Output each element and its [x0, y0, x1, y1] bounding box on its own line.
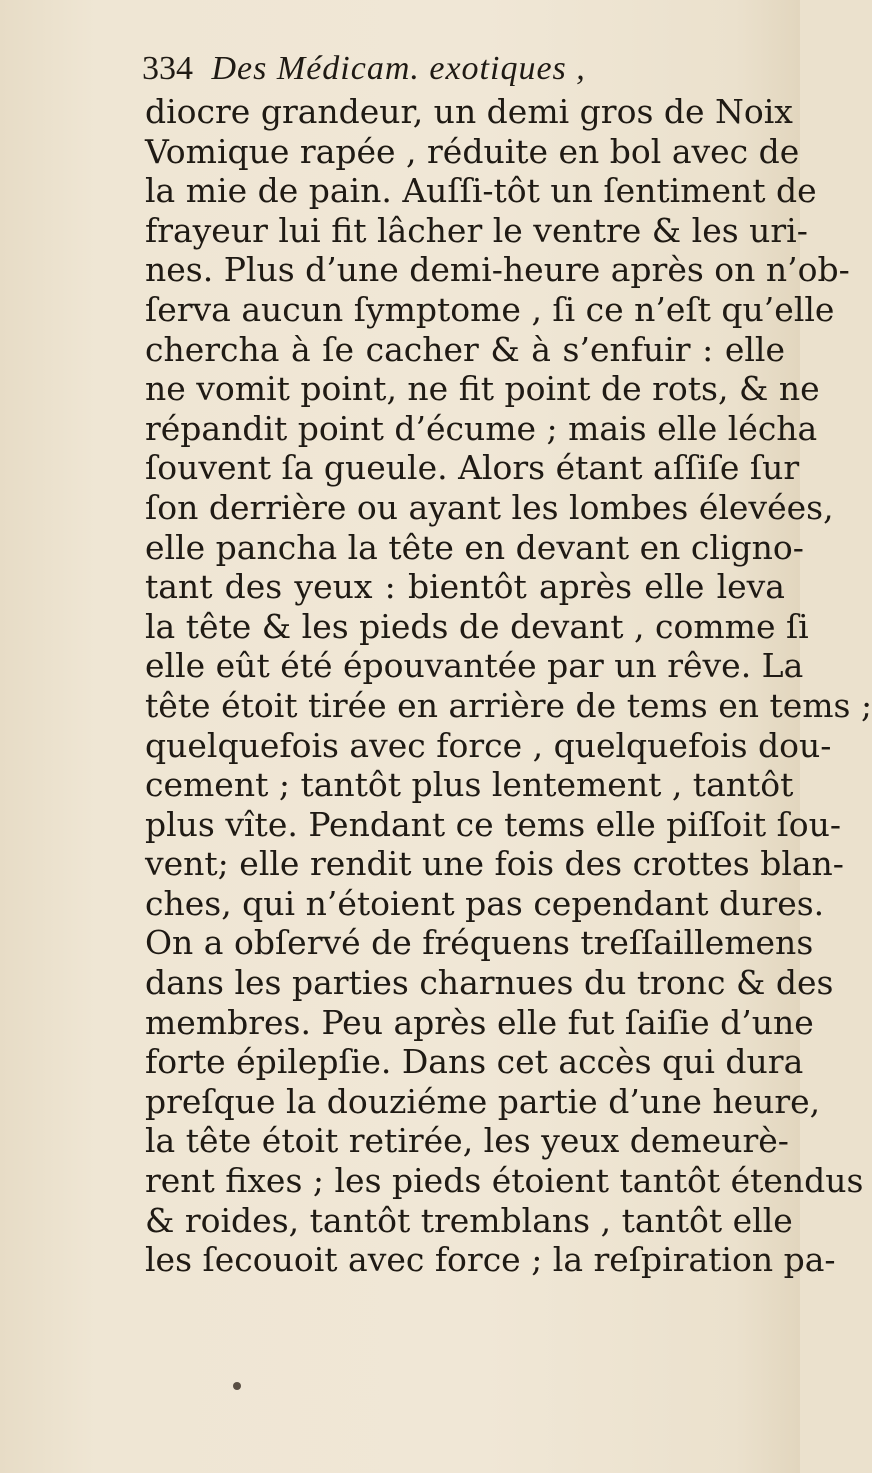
ink-speck: [233, 1382, 241, 1390]
text-line: ſerva aucun ſymptome , ſi ce n’eſt qu’elle: [145, 289, 835, 329]
page-number: 334: [142, 50, 193, 87]
text-line: ne vomit point, ne fit point de rots, & ne: [145, 369, 820, 409]
text-line: la mie de pain. Auſſi-tôt un ſentiment de: [145, 171, 817, 211]
body-text: [145, 92, 872, 1280]
text-line: tête étoit tirée en arrière de tems en tems ;: [145, 685, 872, 725]
text-line: répandit point d’écume ; mais elle lécha: [145, 408, 818, 448]
text-line: vent; elle rendit une fois des crottes blan-: [145, 844, 844, 884]
text-line: rent fixes ; les pieds étoient tantôt étendus: [145, 1161, 864, 1201]
text-line: tant des yeux : bientôt après elle leva: [145, 567, 785, 607]
text-line: la tête étoit retirée, les yeux demeurè-: [145, 1121, 789, 1161]
text-line: plus vîte. Pendant ce tems elle piſſoit ſou-: [145, 804, 842, 844]
text-line: membres. Peu après elle fut ſaiſie d’une: [145, 1002, 814, 1042]
text-line: nes. Plus d’une demi-heure après on n’ob-: [145, 250, 850, 290]
text-line: elle eût été épouvantée par un rêve. La: [145, 646, 804, 686]
text-line: & roides, tantôt tremblans , tantôt elle: [145, 1200, 793, 1240]
text-line: la tête & les pieds de devant , comme ſi: [145, 606, 809, 646]
text-line: cement ; tantôt plus lentement , tantôt: [145, 765, 794, 805]
text-line: quelquefois avec force , quelquefois dou-: [145, 725, 832, 765]
text-line: dans les parties charnues du tronc & des: [145, 963, 834, 1003]
running-title: Des Médicam. exotiques ,: [211, 50, 586, 87]
text-line: preſque la douziéme partie d’une heure,: [145, 1081, 821, 1121]
text-line: ſouvent ſa gueule. Alors étant aſſiſe ſur: [145, 448, 800, 488]
text-line: chercha à ſe cacher & à s’enfuir : elle: [145, 329, 785, 369]
text-line: ches, qui n’étoient pas cependant dures.: [145, 883, 825, 923]
text-line: les ſecouoit avec force ; la reſpiration pa-: [145, 1240, 836, 1280]
text-line: ſon derrière ou ayant les lombes élevées,: [145, 487, 834, 527]
page-header: [142, 44, 782, 94]
text-line: frayeur lui fit lâcher le ventre & les uri-: [145, 210, 808, 250]
text-line: forte épilepſie. Dans cet accès qui dura: [145, 1042, 804, 1082]
text-line: On a obſervé de fréquens treſſaillemens: [145, 923, 814, 963]
text-line: diocre grandeur, un demi gros de Noix: [145, 92, 793, 131]
text-line: Vomique rapée , réduite en bol avec de: [145, 131, 800, 171]
text-line: elle pancha la tête en devant en cligno-: [145, 527, 804, 567]
